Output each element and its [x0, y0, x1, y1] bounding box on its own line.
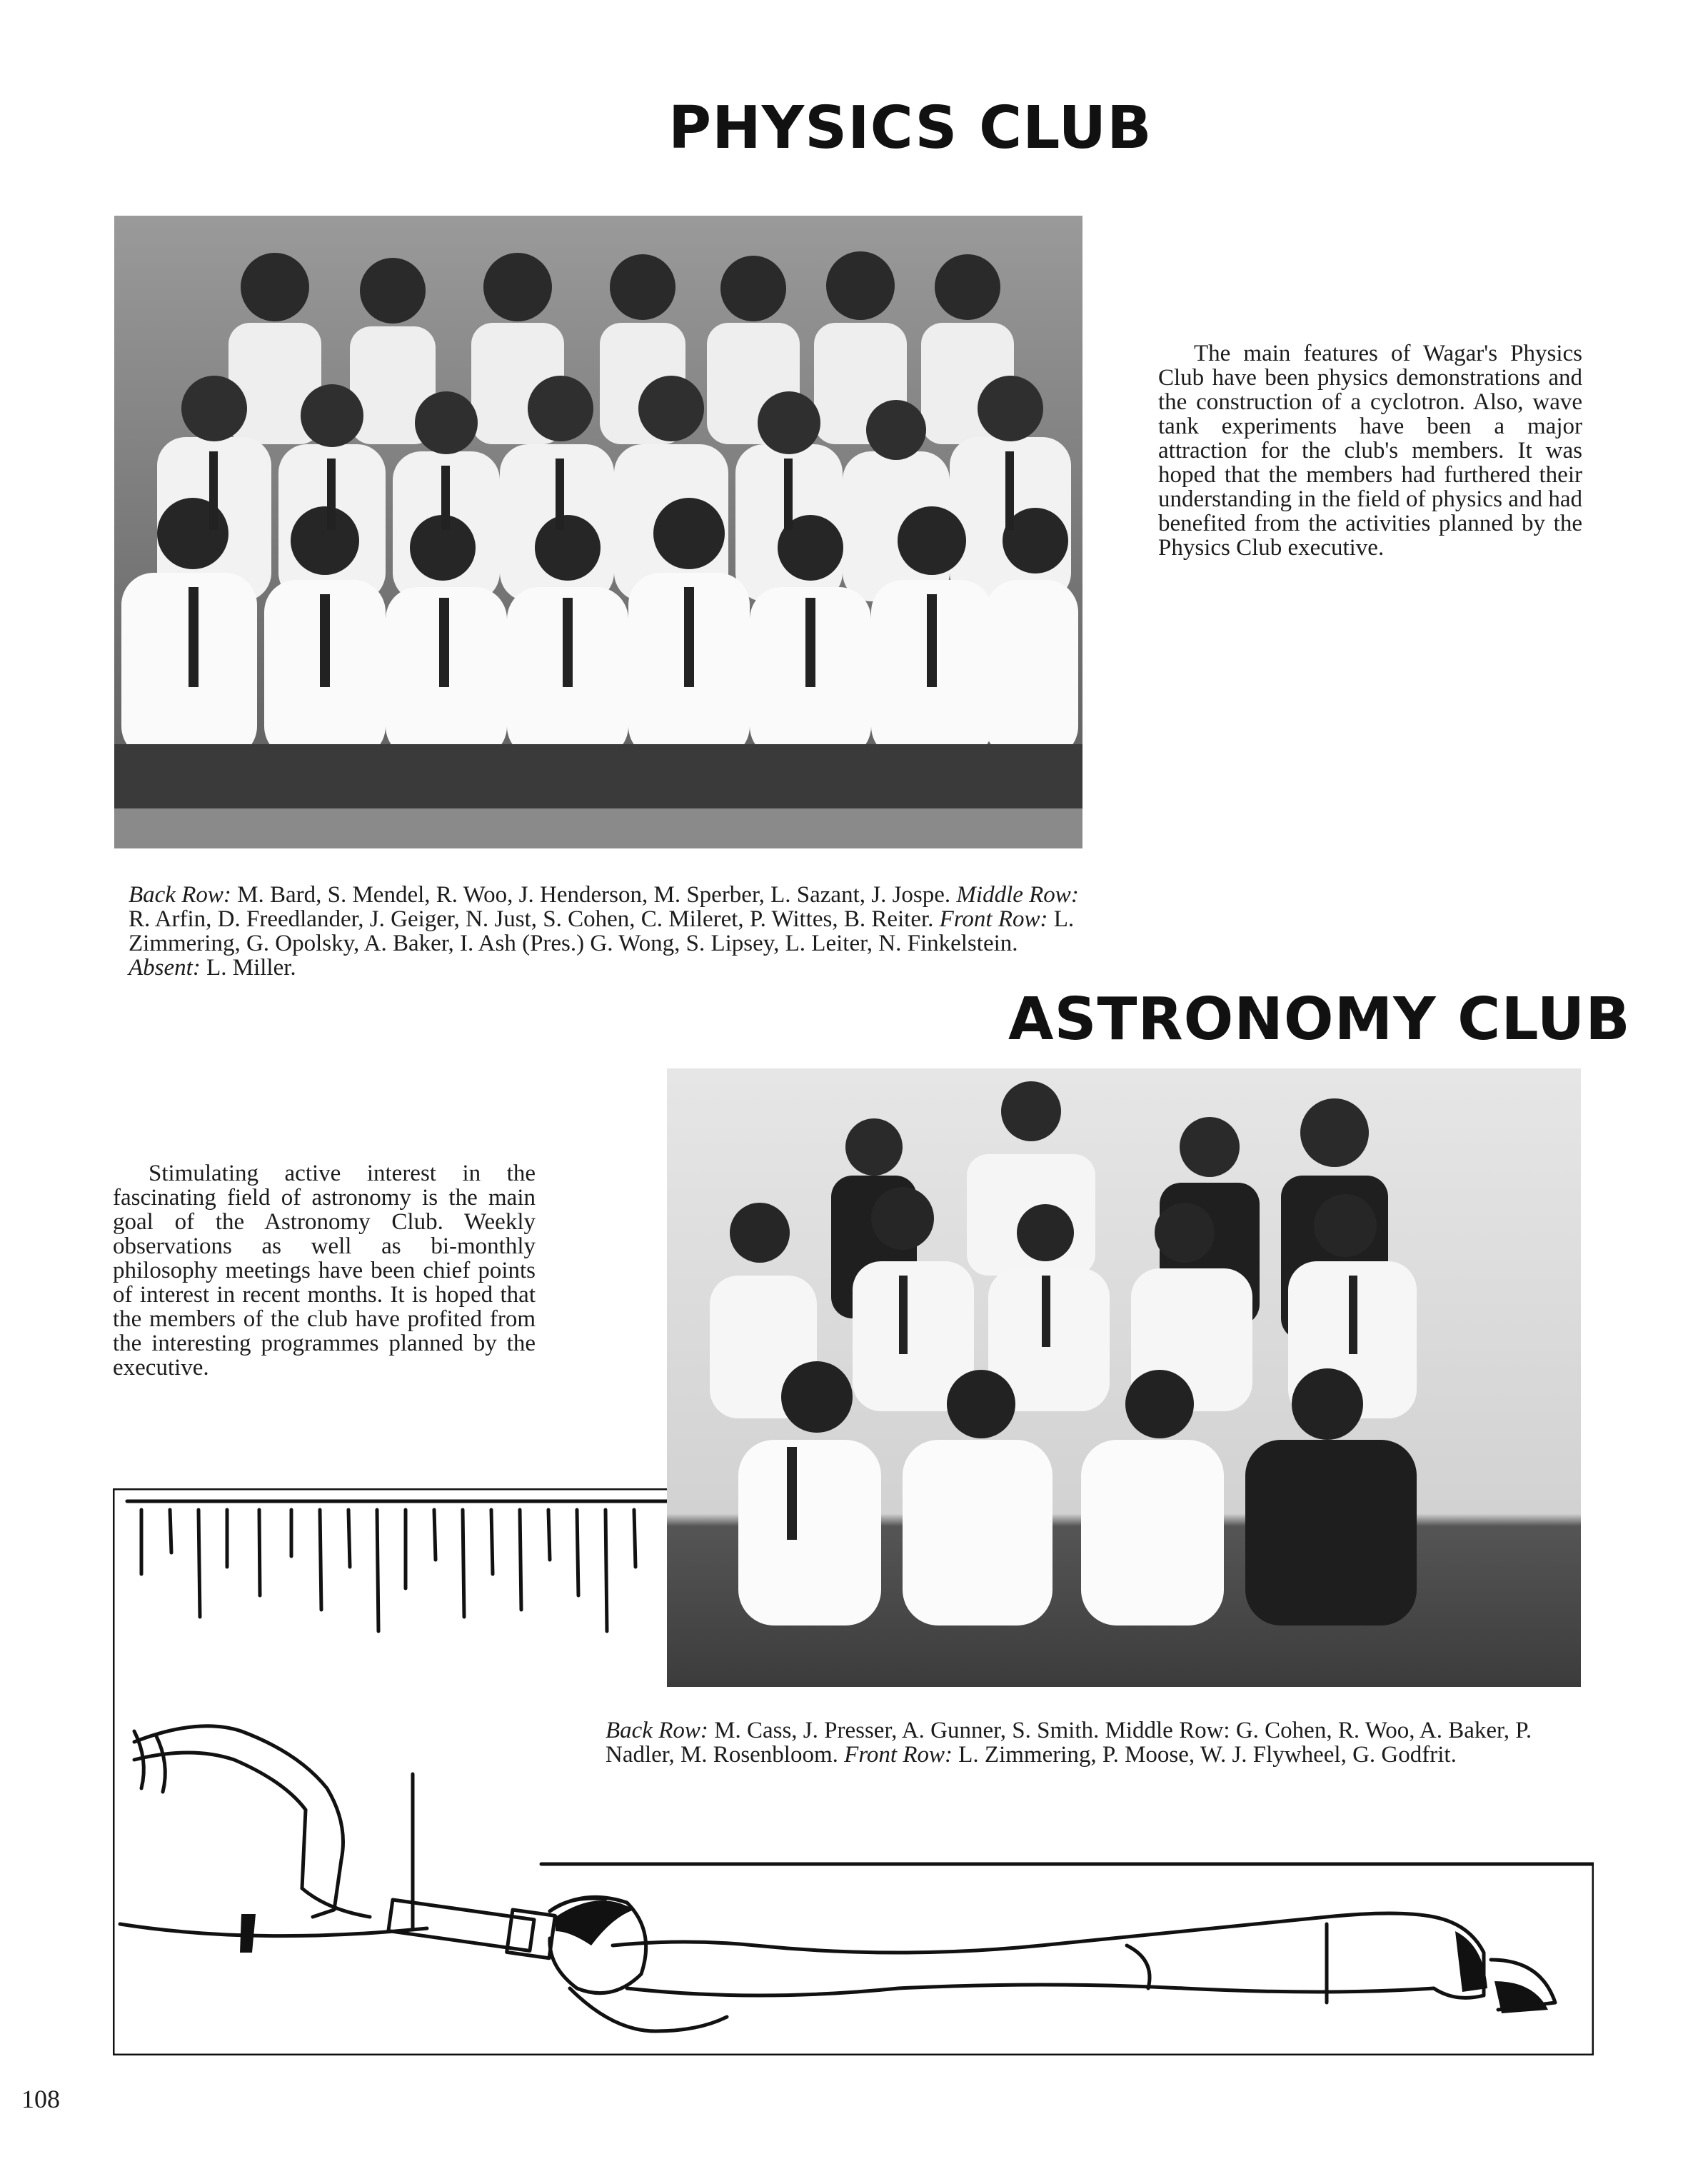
caption-middle-row-label: Middle Row:: [956, 882, 1079, 908]
astronomy-club-group-photo: [667, 1068, 1581, 1687]
astronomy-club-description: Stimulating active interest in the fascinating field of astronomy is the main goal of the Astronomy Club. Weekly observations as well as bi-monthly philosophy meetings have been chief points of interest in recent months. It is hoped that the members of the club have profited from the interesting programmes planned by the executive.: [113, 1161, 536, 1381]
caption-front-row-label: Front Row:: [939, 906, 1048, 932]
caption-middle-row-names: R. Arfin, D. Freedlander, J. Geiger, N. Just, S. Cohen, C. Mileret, P. Wittes, B. Reiter.: [129, 906, 934, 932]
caption-back-row-label: Back Row:: [129, 882, 231, 908]
physics-club-title: PHYSICS CLUB: [668, 94, 1152, 162]
physics-club-caption: [129, 883, 1085, 980]
astronomy-club-title: ASTRONOMY CLUB: [1008, 986, 1631, 1053]
astronomy-club-caption: [606, 1718, 1584, 1767]
caption-back-row-names: M. Cass, J. Presser, A. Gunner, S. Smith. Middle Row: G. Cohen, R. Woo, A. Baker, P. Nadler, M. Rosenbloom.: [606, 1718, 1532, 1768]
page-number: 108: [21, 2085, 60, 2113]
caption-absent-label: Absent:: [129, 955, 201, 981]
caption-back-row-label: Back Row:: [606, 1718, 708, 1743]
physics-club-description: The main features of Wagar's Physics Club have been physics demonstrations and the construction of a cyclotron. Also, wave tank experiments have been a major attraction for the club's members. It was hoped that the members had furthered their understanding in the field of physics and had benefited from the activities planned by the Physics Club executive.: [1158, 341, 1582, 561]
caption-absent-names: L. Miller.: [206, 955, 296, 981]
caption-front-row-names: L. Zimmering, P. Moose, W. J. Flywheel, G. Godfrit.: [958, 1742, 1457, 1768]
caption-front-row-names: L. Zimmering, G. Opolsky, A. Baker, I. Ash (Pres.) G. Wong, S. Lipsey, L. Leiter, N. Finkelstein.: [129, 906, 1075, 956]
caption-front-row-label: Front Row:: [844, 1742, 953, 1768]
caption-back-row-names: M. Bard, S. Mendel, R. Woo, J. Henderson, M. Sperber, L. Sazant, J. Jospe.: [237, 882, 951, 908]
physics-club-group-photo: [114, 216, 1082, 848]
